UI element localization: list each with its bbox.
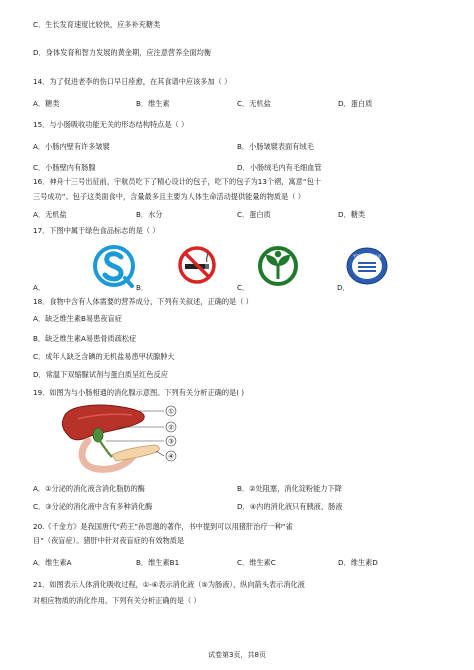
option-a: A．①分泌的消化液含消化脂肪的酶 (33, 484, 145, 493)
label-3: ③ (168, 437, 174, 446)
logo-label-a: A． (33, 283, 46, 292)
option-d: D．④内的消化液只有胰液、肠液 (237, 502, 343, 511)
gallbladder-shape (93, 428, 103, 442)
question-20-stem-line2: 目”（夜盲症）。猪肝中针对夜盲症的有效物质是 (33, 536, 185, 545)
page-footer: 试卷第3页，共8页 (208, 651, 266, 659)
option-b: B．小肠皱襞表面有绒毛 (237, 142, 314, 151)
option-a: A．维生素A (33, 558, 72, 567)
label-4: ④ (168, 452, 174, 461)
question-16-stem-line1: 16．神舟十三号出征前，宇航员吃下了精心设计的包子，吃下的包子为13个褶，寓意“包十 (33, 177, 321, 186)
logo-label-b: B． (136, 283, 149, 292)
option-c: C．成年人缺乏含碘的无机盐易患甲状腺肿大 (33, 352, 175, 361)
question-19-stem: 19．如图为与小肠相通的消化腺示意图。下列有关分析正确的是( ) (33, 388, 245, 397)
logo-label-d: D． (337, 283, 350, 292)
option-d: D．蛋白质 (338, 99, 373, 108)
question-16-stem-line2: 三号成功”。包子这类面食中，含量最多且主要为人体生命活动提供能量的物质是（ ） (33, 192, 305, 201)
question-21-stem-line1: 21．如图表示人体消化吸收过程，①-⑥表示消化液（⑤为肠液），纵向箭头表示消化液 (33, 580, 305, 589)
label-2: ② (168, 423, 174, 432)
label-1: ① (168, 407, 174, 416)
option-a: A．糖类 (33, 99, 60, 108)
pancreas-shape (112, 445, 159, 461)
option-c: C．蛋白质 (237, 210, 271, 219)
option-c: C．无机盐 (237, 99, 271, 108)
option-a: A．无机盐 (33, 210, 67, 219)
question-17-stem: 17．下图中属于绿色食品标志的是（ ） (33, 226, 160, 235)
option-d: D．小肠绒毛内有毛细血管 (237, 163, 322, 172)
certification-badge-icon (345, 246, 389, 286)
option-a: A．小肠内壁有许多皱襞 (33, 142, 110, 151)
option-b: B．维生素 (136, 99, 170, 108)
option-c-line: C．生长发育速度比较快，应多补充糖类 (33, 20, 161, 29)
option-c: C．维生素C (237, 558, 276, 567)
option-c: C．小肠壁内有肠腺 (33, 163, 96, 172)
question-15-stem: 15．与小肠吸收功能无关的形态结构特点是（ ） (33, 120, 189, 129)
option-a: A．缺乏维生素B易患夜盲症 (33, 314, 122, 323)
option-b: B．缺乏维生素A易患骨质疏松症 (33, 334, 137, 343)
green-food-logo-icon (257, 245, 299, 287)
question-18-stem: 18．食物中含有人体需要的营养成分，下列有关叙述，正确的是（ ） (33, 297, 253, 306)
question-21-stem-line2: 对相应物质的消化作用。下列有关分析正确的是（ ） (33, 596, 201, 605)
no-smoking-icon (177, 245, 217, 285)
option-b: B．维生素B1 (136, 558, 180, 567)
option-b: B．②处阻塞，消化淀粉能力下降 (237, 484, 342, 493)
badge-text: 中国产品质量认证 (352, 254, 382, 258)
option-d: D．常温下双缩脲试剂与蛋白质呈红色反应 (33, 370, 168, 379)
question-14-stem: 14．为了促进老李的伤口早日痊愈，在其食谱中应该多加（ ） (33, 77, 232, 86)
option-b: B．水分 (136, 210, 163, 219)
option-d: D．糖类 (338, 210, 366, 219)
digestive-gland-diagram (58, 401, 183, 473)
qs-logo-icon (92, 245, 136, 289)
option-d-line: D．身体发育和智力发展的黄金期，应注意营养全面均衡 (33, 48, 212, 57)
option-d: D．维生素D (338, 558, 378, 567)
option-c: C．③分泌的消化液中含有多种消化酶 (33, 502, 153, 511)
logo-label-c: C． (237, 283, 250, 292)
question-20-stem-line1: 20.《千金方》是我国唐代“药王”孙思邈的著作，书中提到可以用猪肝治疗一种“雀 (33, 522, 293, 531)
